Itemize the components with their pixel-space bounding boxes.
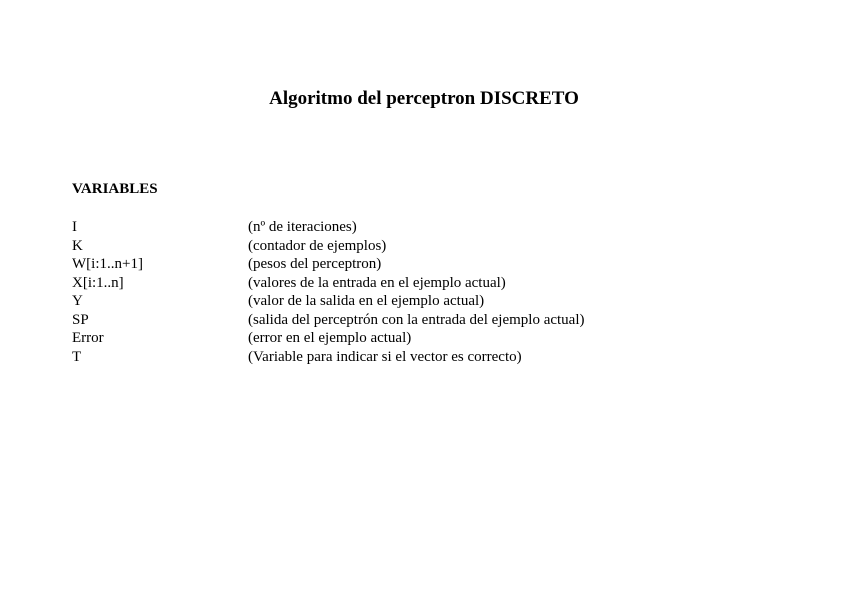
variable-description: (valor de la salida en el ejemplo actual): [248, 293, 485, 309]
variable-name: X[i:1..n]: [72, 274, 124, 291]
variable-description: (Variable para indicar si el vector es correcto): [248, 348, 522, 365]
variable-description: (contador de ejemplos): [248, 237, 387, 254]
section-heading: VARIABLES: [72, 181, 158, 197]
variable-name: K: [72, 237, 83, 254]
variable-description: (nº de iteraciones): [248, 219, 357, 235]
variable-name: SP: [72, 311, 89, 328]
variable-description: (valores de la entrada en el ejemplo actual): [248, 274, 506, 291]
page-title: Algoritmo del perceptron DISCRETO: [269, 88, 579, 109]
variable-name: T: [72, 348, 82, 365]
variable-name: W[i:1..n+1]: [72, 256, 143, 272]
variable-description: (pesos del perceptron): [248, 256, 382, 272]
variable-name: I: [72, 219, 77, 235]
variable-name: Y: [72, 293, 83, 309]
variable-name: Error: [72, 330, 104, 346]
variable-description: (salida del perceptrón con la entrada del ejemplo actual): [248, 311, 585, 328]
variable-description: (error en el ejemplo actual): [248, 330, 412, 346]
